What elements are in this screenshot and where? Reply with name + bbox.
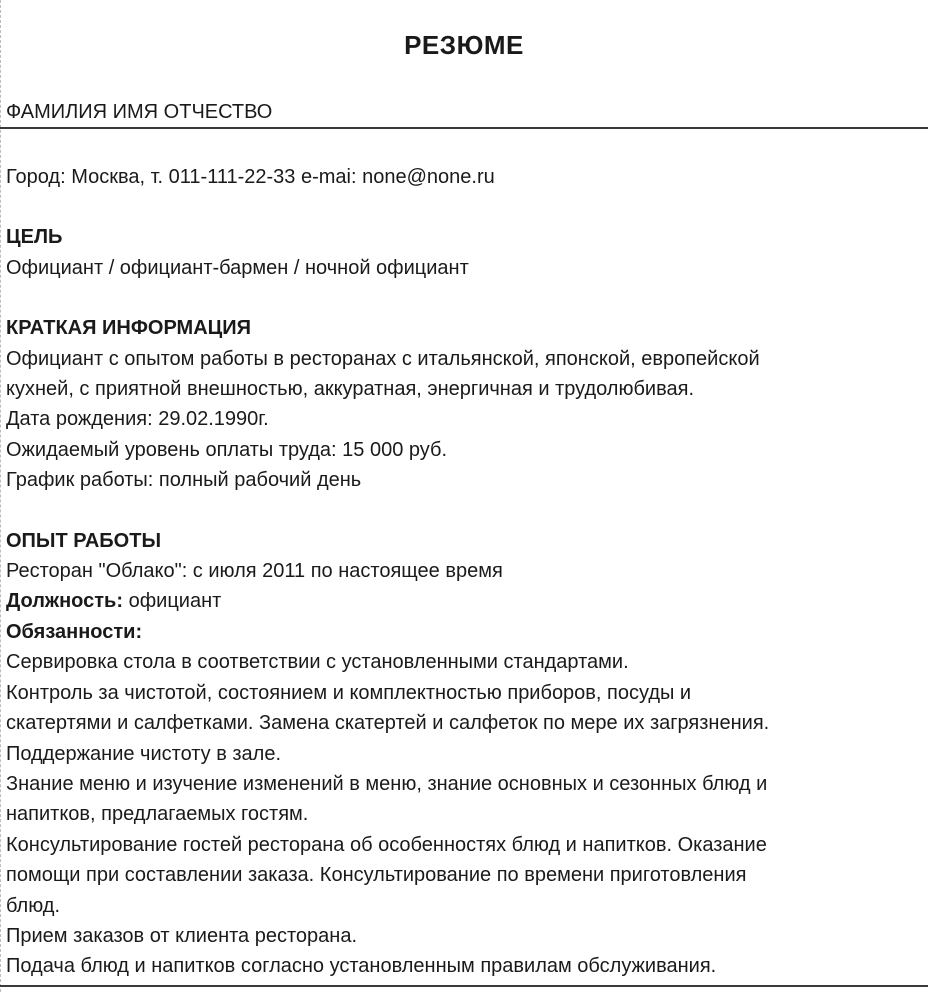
position-value: официант [123,590,222,613]
position-label: Должность: [6,590,124,613]
summary-line: Официант с опытом работы в ресторанах с итальянской, японской, европейской [6,347,760,370]
resume-body [6,162,922,982]
duty-line: блюд. [6,894,61,917]
duty-line: скатертями и салфетками. Замена скатертей и салфеток по мере их загрязнения. [6,712,770,735]
contact-line: Город: Москва, т. 011-111-22-33 e-mai: none@none.ru [6,166,495,188]
summary-heading: КРАТКАЯ ИНФОРМАЦИЯ [6,317,252,340]
experience-heading: ОПЫТ РАБОТЫ [6,529,162,552]
work-schedule: График работы: полный рабочий день [6,469,362,492]
duty-line: напитков, предлагаемых гостям. [6,803,309,826]
duty-line: Консультирование гостей ресторана об особенностях блюд и напитков. Оказание [6,833,767,856]
position-line [6,586,922,616]
employer-line: Ресторан "Облако": с июля 2011 по настоящее время [6,560,503,583]
full-name: ФАМИЛИЯ ИМЯ ОТЧЕСТВО [6,101,273,123]
duty-line: Поддержание чистоту в зале. [6,742,282,765]
birth-date: Дата рождения: 29.02.1990г. [6,408,269,431]
duty-line: Прием заказов от клиента ресторана. [6,924,358,947]
header-rule [0,127,928,129]
duties-label: Обязанности: [6,620,143,643]
duty-line: Контроль за чистотой, состоянием и комплектностью приборов, посуды и [6,681,692,704]
page-edge-divider [0,0,3,992]
expected-salary: Ожидаемый уровень оплаты труда: 15 000 руб. [6,438,448,461]
duty-line: Сервировка стола в соответствии с установленными стандартами. [6,651,629,674]
footer-rule [0,985,928,987]
resume-title: РЕЗЮМЕ [404,30,524,60]
duty-line: Знание меню и изучение изменений в меню, знание основных и сезонных блюд и [6,772,768,795]
goal-heading: ЦЕЛЬ [6,226,63,249]
summary-line: кухней, с приятной внешностью, аккуратная, энергичная и трудолюбивая. [6,378,695,401]
duty-line: Подача блюд и напитков согласно установленным правилам обслуживания. [6,955,717,978]
goal-text: Официант / официант-бармен / ночной официант [6,256,469,279]
duty-line: помощи при составлении заказа. Консультирование по времени приготовления [6,864,747,887]
